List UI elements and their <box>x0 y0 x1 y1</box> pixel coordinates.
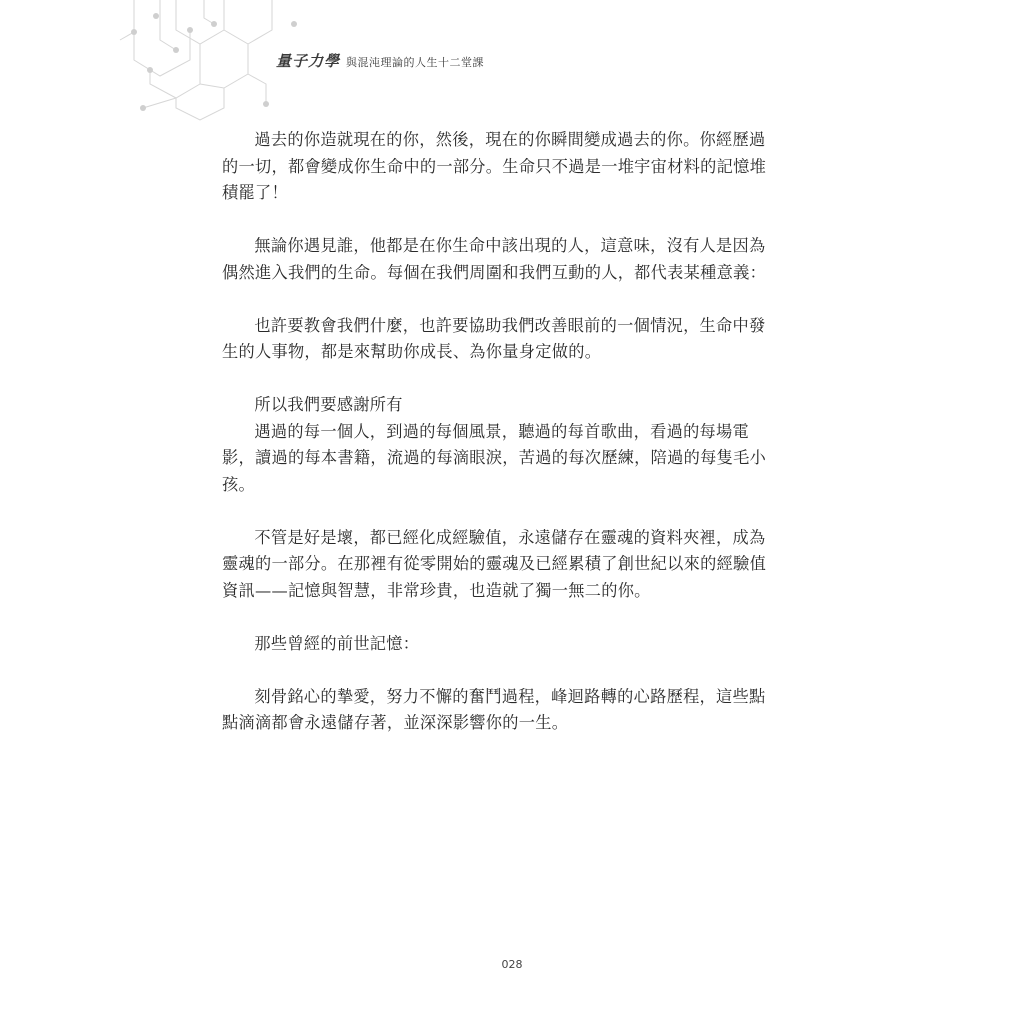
book-title: 量子力學 <box>276 52 341 70</box>
book-subtitle: 與混沌理論的人生十二堂課 <box>346 56 485 69</box>
paragraph: 那些曾經的前世記憶： <box>254 633 420 653</box>
paragraph: 無論你遇見誰，他都是在你生命中該出現的人，這意味，沒有人是因為偶然進入我們的生命。每個在我們周圍和我們互動的人，都代表某種意義： <box>222 236 767 282</box>
paragraph: 遇過的每一個人，到過的每個風景，聽過的每首歌曲，看過的每場電影，讀過的每本書籍，流過的每滴眼淚，苦過的每次歷練，陪過的每隻毛小孩。 <box>222 421 767 494</box>
circuit-decoration <box>0 0 320 130</box>
paragraph: 所以我們要感謝所有 <box>254 395 403 414</box>
paragraph: 過去的你造就現在的你，然後，現在的你瞬間變成過去的你。你經歷過的一切，都會變成你生命中的一部分。生命只不過是一堆宇宙材料的記憶堆積罷了！ <box>222 130 767 202</box>
page-number: 028 <box>501 958 523 971</box>
body-text <box>222 127 778 763</box>
paragraph: 也許要教會我們什麼，也許要協助我們改善眼前的一個情況，生命中發生的人事物，都是來幫助你成長、為你量身定做的。 <box>222 315 766 361</box>
running-head <box>276 50 484 71</box>
paragraph: 不管是好是壞，都已經化成經驗值，永遠儲存在靈魂的資料夾裡，成為靈魂的一部分。在那裡有從零開始的靈魂及已經累積了創世紀以來的經驗值資訊——記憶與智慧，非常珍貴，也造就了獨一無二的你。 <box>222 527 767 600</box>
paragraph: 刻骨銘心的摯愛，努力不懈的奮鬥過程，峰迴路轉的心路歷程，這些點點滴滴都會永遠儲存著，並深深影響你的一生。 <box>222 686 766 732</box>
